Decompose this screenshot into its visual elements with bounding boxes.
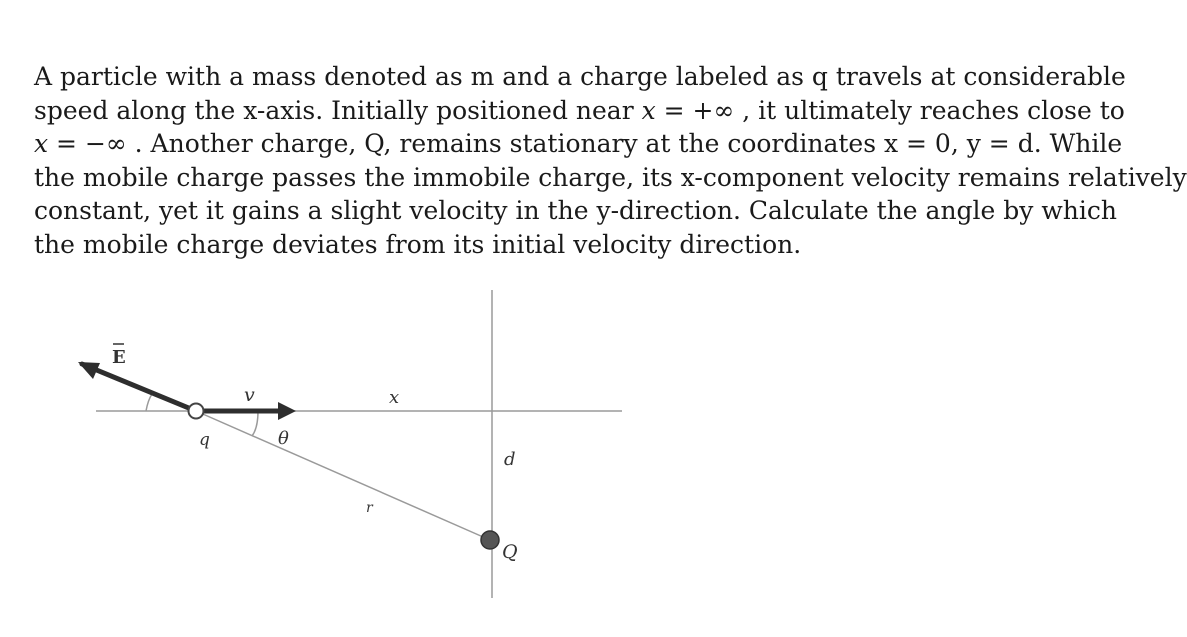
e-field-arrow — [82, 364, 196, 411]
problem-line-3-end: . Another charge, Q, remains stationary at the coordinates x = 0, y = d. While — [126, 129, 1123, 158]
e-angle-arc — [146, 394, 152, 411]
math-x-minus-infinity: x = −∞ — [34, 129, 127, 158]
label-x: x — [389, 387, 400, 408]
label-v: v — [244, 384, 255, 406]
problem-line-4: the mobile charge passes the immobile charge, its x-component velocity remains relatively — [34, 162, 1187, 192]
problem-line-1: A particle with a mass denoted as m and a charge labeled as q travels at considerable — [34, 62, 1126, 91]
charge-Q — [481, 531, 499, 549]
label-r: r — [366, 500, 373, 516]
problem-line-6: the mobile charge deviates from its initial velocity direction. — [34, 229, 802, 259]
math-x-plus-infinity: x = +∞ — [641, 95, 735, 125]
r-line — [196, 411, 490, 540]
problem-line-2-start: speed along the x-axis. Initially positioned near — [34, 95, 642, 125]
problem-line-5: constant, yet it gains a slight velocity in the y-direction. Calculate the angle by which — [34, 196, 1117, 225]
charge-q — [189, 404, 204, 419]
velocity-arrowhead — [278, 402, 296, 420]
e-field-arrowhead — [78, 362, 100, 379]
theta-angle-arc — [252, 411, 258, 436]
label-q: q — [199, 430, 210, 450]
label-E: E — [112, 347, 126, 368]
label-Q: Q — [502, 541, 518, 563]
label-theta: θ — [278, 428, 289, 449]
problem-line-2-end: , it ultimately reaches close to — [734, 95, 1125, 125]
label-d: d — [504, 449, 516, 470]
